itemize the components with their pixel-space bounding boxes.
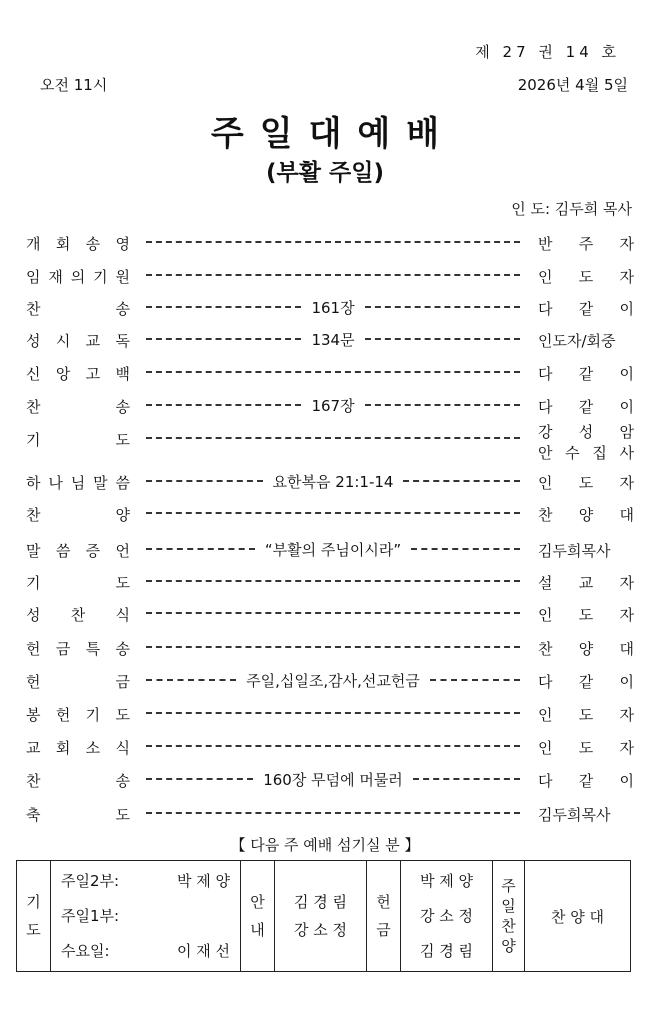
order-item-person: 인 도 자: [538, 474, 634, 492]
order-item-person: 찬 양 대: [538, 506, 634, 524]
order-item-person: 다 같 이: [538, 365, 634, 383]
order-item-person: 인 도 자: [538, 706, 634, 724]
order-item-person: 설 교 자: [538, 574, 634, 592]
order-item-label: 헌 금 특 송: [26, 640, 130, 658]
order-item-label: 봉 헌 기 도: [26, 706, 130, 724]
prayer-row: 주일2부: 박 제 양: [61, 871, 230, 890]
order-row: [0, 698, 650, 728]
order-item-label: 찬 송: [26, 772, 130, 790]
order-item-detail: [146, 703, 520, 723]
order-row: [0, 566, 650, 596]
order-item-detail: 167장: [146, 395, 520, 415]
order-item-detail: [146, 571, 520, 591]
order-row: [0, 324, 650, 354]
offering-name: 박 제 양: [419, 871, 473, 890]
prayer-head: 기 도: [17, 861, 51, 972]
order-item-detail: 요한복음 21:1-14: [146, 471, 520, 491]
order-row: [0, 731, 650, 761]
offering-head: 헌 금: [367, 861, 401, 972]
order-item-label: 기 도: [26, 574, 130, 592]
page-subtitle: (부활 주일): [266, 160, 384, 186]
order-item-detail: [146, 362, 520, 382]
guide-head: 안 내: [241, 861, 275, 972]
offering-names: [401, 861, 493, 972]
order-item-person: 다 같 이: [538, 673, 634, 691]
order-item-detail: [146, 428, 520, 448]
order-item-label: 신 앙 고 백: [26, 365, 130, 383]
order-item-label: 교 회 소 식: [26, 739, 130, 757]
guide-names: [275, 861, 367, 972]
order-item-detail: [146, 803, 520, 823]
choir-head: 주 일 찬 양: [493, 861, 525, 972]
order-item-person: 인 도 자: [538, 268, 634, 286]
order-row: [0, 292, 650, 322]
order-item-detail: 161장: [146, 297, 520, 317]
order-item-person: 반 주 자: [538, 235, 634, 253]
order-row: [0, 665, 650, 695]
order-item-person: 다 같 이: [538, 300, 634, 318]
order-item-person: 김두희목사: [538, 542, 611, 560]
order-item-label: 헌 금: [26, 673, 130, 691]
order-item-detail: [146, 265, 520, 285]
order-row: [0, 764, 650, 794]
prayer-schedule: [51, 861, 241, 972]
order-item-person: 다 같 이: [538, 398, 634, 416]
order-item-detail: “부활의 주님이시라”: [146, 539, 520, 559]
order-row: [0, 632, 650, 662]
order-row: [0, 534, 650, 564]
order-item-person: 인 도 자: [538, 606, 634, 624]
order-item-detail: [146, 603, 520, 623]
issue-number: 제 27 권 14 호: [475, 43, 620, 61]
order-item-person: 김두희목사: [538, 806, 611, 824]
guide-name: 강 소 정: [293, 921, 347, 939]
order-row: [0, 798, 650, 828]
order-row: [0, 227, 650, 257]
order-item-detail: 134문: [146, 329, 520, 349]
service-time: 오전 11시: [40, 76, 108, 94]
order-row: [0, 260, 650, 290]
order-item-label: 개 회 송 영: [26, 235, 130, 253]
order-row: [0, 466, 650, 496]
order-item-label: 성 찬 식: [26, 606, 130, 624]
offering-name: 강 소 정: [419, 906, 473, 925]
order-row: [0, 598, 650, 628]
order-item-detail: [146, 736, 520, 756]
order-row: [0, 390, 650, 420]
order-item-label: 임 재 의 기 원: [26, 268, 130, 286]
order-row: [0, 498, 650, 528]
order-item-person: 강 성 암 안 수 집 사: [538, 423, 634, 462]
order-item-detail: [146, 232, 520, 252]
order-item-person: 인 도 자: [538, 739, 634, 757]
guide-name: 김 경 림: [293, 893, 347, 911]
order-item-person: 찬 양 대: [538, 640, 634, 658]
choir-name: 찬 양 대: [525, 861, 631, 972]
order-item-label: 찬 송: [26, 398, 130, 416]
order-item-label: 축 도: [26, 806, 130, 824]
service-date: 2026년 4월 5일: [517, 76, 628, 94]
order-item-label: 성 시 교 독: [26, 332, 130, 350]
order-item-label: 찬 송: [26, 300, 130, 318]
order-item-label: 기 도: [26, 431, 130, 449]
prayer-row: 주일1부:: [61, 906, 120, 925]
service-leader: 인 도: 김두희 목사: [511, 200, 632, 218]
next-week-notice: 【 다음 주 예배 섬기실 분 】: [230, 836, 420, 854]
order-row: [0, 357, 650, 387]
order-item-detail: [146, 503, 520, 523]
order-item-person: 다 같 이: [538, 772, 634, 790]
order-item-label: 말 씀 증 언: [26, 542, 130, 560]
order-item-label: 찬 양: [26, 506, 130, 524]
page-title: 주일대예배: [210, 114, 456, 154]
prayer-row: 수요일: 이 재 선: [61, 941, 230, 960]
order-item-detail: 주일,십일조,감사,선교헌금: [146, 670, 520, 690]
order-item-person: 인도자/회중: [538, 332, 616, 350]
order-item-detail: [146, 637, 520, 657]
order-item-detail: 160장 무덤에 머물러: [146, 769, 520, 789]
offering-name: 김 경 림: [419, 941, 473, 960]
order-row: [0, 423, 650, 462]
next-week-table: [16, 860, 631, 972]
order-item-label: 하 나 님 말 씀: [26, 474, 130, 492]
